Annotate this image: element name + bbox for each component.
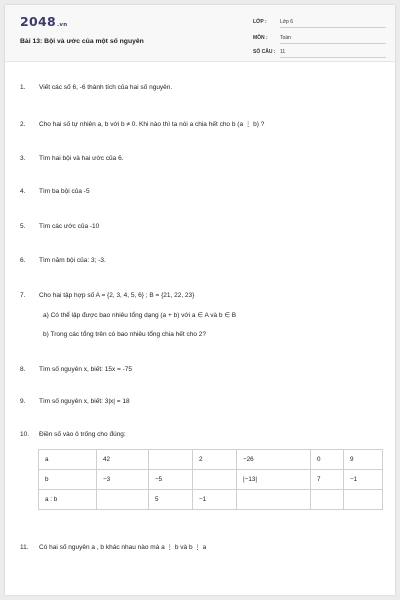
- answer-space: [5, 560, 395, 595]
- question-7: 7. Cho hai tập hợp số A = {2, 3, 4, 5, 6} ; B = {21, 22, 23}: [20, 292, 195, 299]
- worksheet-page: [5, 5, 395, 595]
- question-7-part-a: a) Có thể lập được bao nhiêu tổng dạng (a + b) với a ∈ A và b ∈ B: [43, 312, 237, 319]
- class-value: Lớp 6: [280, 19, 294, 25]
- question-4: 4. Tìm ba bội của -5: [20, 188, 90, 195]
- table-cell: 5: [149, 490, 193, 510]
- table-row: [39, 490, 383, 510]
- question-6: 6. Tìm năm bội của: 3; -3.: [20, 257, 106, 264]
- table-cell: −1: [193, 490, 237, 510]
- question-11: 11. Có hai số nguyên a , b khác nhau nào mà a ⋮ b và b ⋮ a: [20, 544, 207, 551]
- question-8: 8. Tìm số nguyên x, biết: 15x = -75: [20, 366, 133, 373]
- count-label: SỐ CÂU :: [253, 49, 276, 55]
- table-cell: 9: [344, 450, 383, 470]
- table-cell: −26: [237, 450, 311, 470]
- table-cell: 42: [97, 450, 149, 470]
- table-cell: 2: [193, 450, 237, 470]
- table-cell: a : b: [39, 490, 97, 510]
- question-3: 3. Tìm hai bội và hai ước của 6.: [20, 155, 124, 162]
- fill-in-table: [38, 449, 383, 510]
- table-cell: a: [39, 450, 97, 470]
- site-logo[interactable]: 2048.vn: [20, 14, 68, 29]
- count-underline: [280, 57, 386, 58]
- table-cell: [193, 470, 237, 490]
- worksheet-header: [5, 5, 395, 62]
- table-cell: b: [39, 470, 97, 490]
- class-meta: [253, 19, 293, 25]
- class-underline: [280, 27, 386, 28]
- question-2: 2. Cho hai số tự nhiên a, b với b ≠ 0. Khi nào thì ta nói a chia hết cho b (a ⋮ b) ?: [20, 121, 265, 128]
- table-cell: −1: [344, 470, 383, 490]
- question-10: 10. Điền số vào ô trống cho đúng:: [20, 431, 126, 438]
- table-cell: [344, 490, 383, 510]
- subject-value: Toán: [280, 35, 291, 41]
- question-5: 5. Tìm các ước của -10: [20, 223, 100, 230]
- class-label: LỚP :: [253, 19, 267, 25]
- table-cell: [237, 490, 311, 510]
- subject-label: MÔN :: [253, 35, 268, 41]
- count-value: 11: [280, 49, 286, 55]
- table-row: [39, 470, 383, 490]
- table-cell: |−13|: [237, 470, 311, 490]
- question-9: 9. Tìm số nguyên x, biết: 3|x| = 18: [20, 398, 130, 405]
- subject-meta: [253, 35, 291, 41]
- table-cell: [311, 490, 344, 510]
- question-1: 1. Viết các số 6, -6 thành tích của hai số nguyên.: [20, 84, 173, 91]
- table-cell: −3: [97, 470, 149, 490]
- table-cell: 7: [311, 470, 344, 490]
- question-7-part-b: b) Trong các tổng trên có bao nhiêu tổng chia hết cho 2?: [43, 331, 206, 338]
- table-cell: [149, 450, 193, 470]
- table-cell: 0: [311, 450, 344, 470]
- table-cell: −5: [149, 470, 193, 490]
- table-row: [39, 450, 383, 470]
- count-meta: [253, 49, 285, 55]
- table-cell: [97, 490, 149, 510]
- page-title: Bài 13: Bội và ước của một số nguyên: [20, 38, 144, 45]
- logo-suffix: .vn: [57, 22, 68, 28]
- subject-underline: [280, 43, 386, 44]
